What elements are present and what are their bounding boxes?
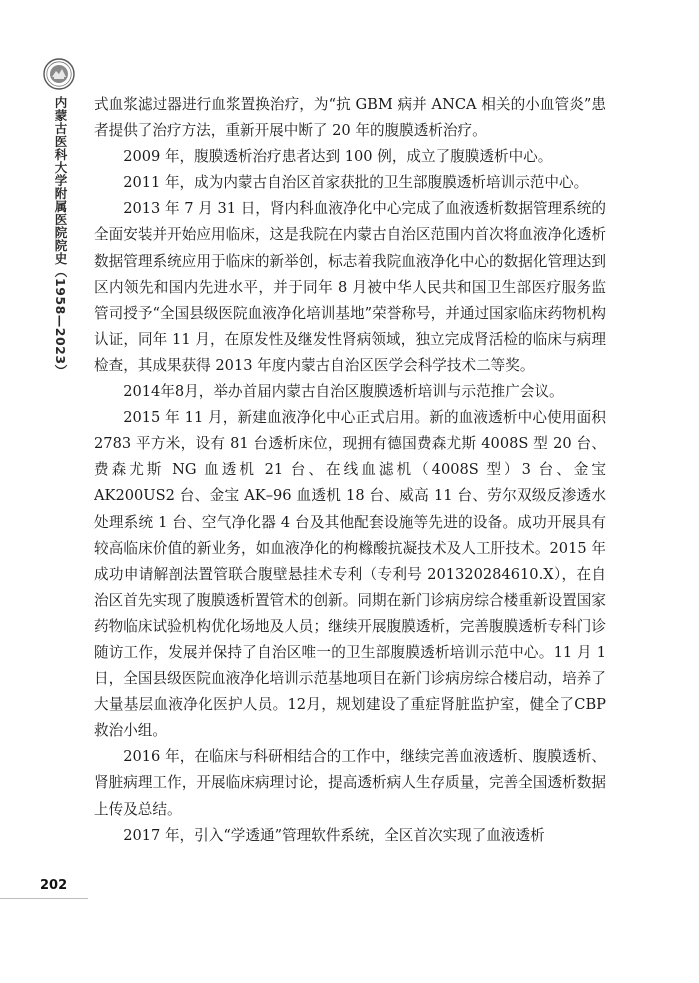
paragraph: 2014年8月，举办首届内蒙古自治区腹膜透析培训与示范推广会议。 bbox=[123, 383, 564, 401]
page-body bbox=[94, 92, 606, 849]
paragraph: 2017 年，引入“学透通”管理软件系统，全区首次实现了血液透析 bbox=[123, 826, 545, 844]
paragraph: 式血浆滤过器进行血浆置换治疗，为“抗 GBM 病并 ANCA 相关的小血管炎”患者提供了治疗方法，重新开展中断了 20 年的腹膜透析治疗。 bbox=[94, 96, 606, 140]
paragraph: 2016 年，在临床与科研相结合的工作中，继续完善血液透析、腹膜透析、肾脏病理工作，开展临床病理讨论，提高透析病人生存质量，完善全国透析数据上传及总结。 bbox=[94, 748, 606, 818]
paragraph: 2015 年 11 月，新建血液净化中心正式启用。新的血液透析中心使用面积 2783 平方米，设有 81 台透析床位，现拥有德国费森尤斯 4008S 型 20 台、费森尤斯 NG 血透机 21 台、在线血滤机（4008S 型）3 台、金宝 AK200US2 台、金宝 AK–96 血透机 18 台、威高 11 台、劳尔双级反渗透水处理系统 1 台、空气净化器 4 台及其他配套设施等先进的设备。成功开展具有较高临床价值的新业务，如血液净化的枸橼酸抗凝技术及人工肝技术。2015 年成功申请解剖法置管联合腹壁悬挂术专利（专利号 201320284610.X），在自治区首先实现了腹膜透析置管术的创新。同期在新门诊病房综合楼重新设置国家药物临床试验机构优化场地及人员；继续开展腹膜透析，完善腹膜透析专科门诊随访工作，发展并保持了自治区唯一的卫生部腹膜透析培训示范中心。11 月 1 日，全国县级医院血液净化培训示范基地项目在新门诊病房综合楼启动，培养了大量基层血液净化医护人员。12月，规划建设了重症肾脏监护室，健全了CBP救治小组。 bbox=[94, 409, 606, 740]
paragraph: 2009 年，腹膜透析治疗患者达到 100 例，成立了腹膜透析中心。 bbox=[123, 148, 553, 166]
paragraph: 2011 年，成为内蒙古自治区首家获批的卫生部腹膜透析培训示范中心。 bbox=[123, 174, 589, 192]
paragraph: 2013 年 7 月 31 日，肾内科血液净化中心完成了血液透析数据管理系统的全面安装并开始应用临床，这是我院在内蒙古自治区范围内首次将血液净化透析数据管理系统应用于临床的新举创，标志着我院血液净化中心的数据化管理达到区内领先和国内先进水平，并于同年 8 月被中华人民共和国卫生部医疗服务监管司授予“全国县级医院血液净化培训基地”荣誉称号，并通过国家临床药物机构认证，同年 11 月，在原发性及继发性肾病领域，独立完成肾活检的临床与病理检查，其成果获得 2013 年度内蒙古自治区医学会科学技术二等奖。 bbox=[94, 200, 606, 374]
hospital-logo bbox=[43, 58, 75, 90]
page-number-rule bbox=[0, 898, 88, 899]
page-number: 202 bbox=[40, 878, 68, 893]
book-title-vertical: 内蒙古医科大学附属医院院史（1958—2023） bbox=[53, 96, 68, 378]
